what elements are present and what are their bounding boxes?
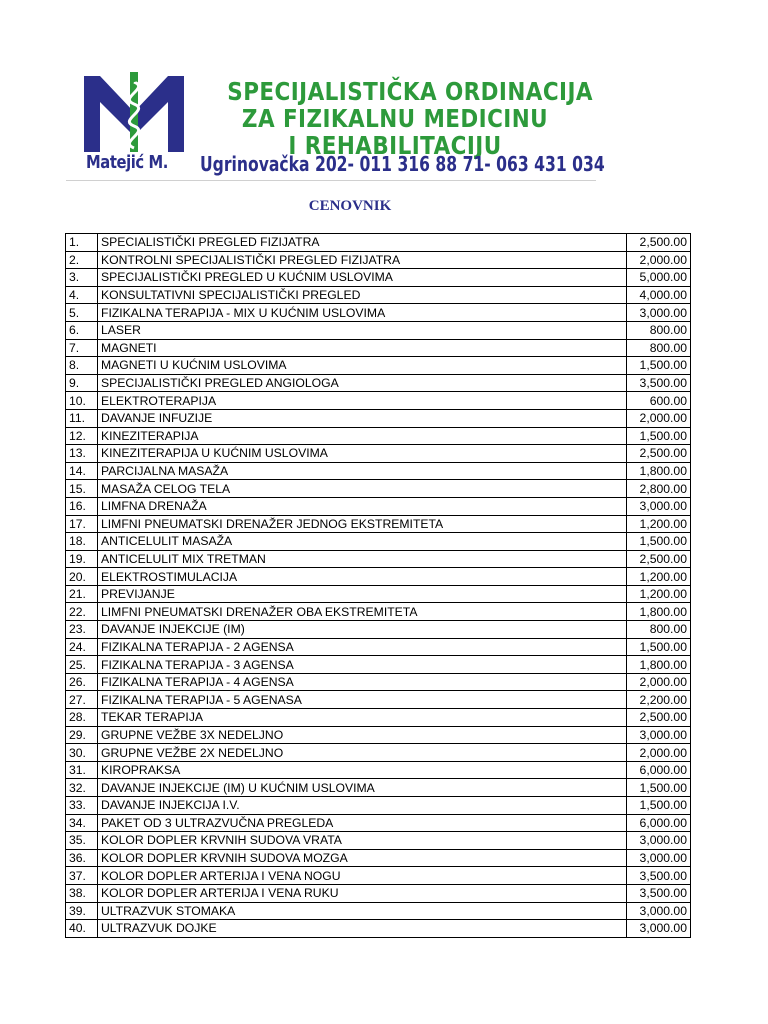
service-price: 2,200.00 — [627, 691, 691, 709]
service-name: PARCIJALNA MASAŽA — [98, 462, 627, 480]
service-name: ELEKTROTERAPIJA — [98, 392, 627, 410]
service-name: DAVANJE INFUZIJE — [98, 409, 627, 427]
table-row — [66, 797, 691, 815]
table-row — [66, 251, 691, 269]
row-number: 19. — [66, 550, 98, 568]
row-number: 31. — [66, 761, 98, 779]
service-price: 800.00 — [627, 321, 691, 339]
service-price: 6,000.00 — [627, 814, 691, 832]
table-row — [66, 709, 691, 727]
service-price: 1,800.00 — [627, 603, 691, 621]
service-name: KONTROLNI SPECIJALISTIČKI PREGLED FIZIJATRA — [98, 251, 627, 269]
row-number: 37. — [66, 867, 98, 885]
service-price: 1,200.00 — [627, 568, 691, 586]
table-row — [66, 550, 691, 568]
service-name: MAGNETI U KUĆNIM USLOVIMA — [98, 357, 627, 375]
service-name: KOLOR DOPLER KRVNIH SUDOVA MOZGA — [98, 849, 627, 867]
row-number: 20. — [66, 568, 98, 586]
service-price: 6,000.00 — [627, 761, 691, 779]
service-name: LASER — [98, 321, 627, 339]
row-number: 13. — [66, 445, 98, 463]
service-name: PAKET OD 3 ULTRAZVUČNA PREGLEDA — [98, 814, 627, 832]
service-price: 1,800.00 — [627, 462, 691, 480]
table-row — [66, 515, 691, 533]
table-row — [66, 902, 691, 920]
doctor-name: Matejić M. — [86, 152, 168, 173]
service-name: KOLOR DOPLER ARTERIJA I VENA RUKU — [98, 884, 627, 902]
clinic-name-line-2: ZA FIZIKALNU MEDICINU — [241, 104, 549, 133]
service-name: FIZIKALNA TERAPIJA - 5 AGENASA — [98, 691, 627, 709]
service-price: 3,000.00 — [627, 497, 691, 515]
row-number: 5. — [66, 304, 98, 322]
clinic-address: Ugrinovačka 202- 011 316 88 71- 063 431 034 — [200, 152, 605, 176]
table-row — [66, 779, 691, 797]
service-name: KIROPRAKSA — [98, 761, 627, 779]
service-price: 1,500.00 — [627, 797, 691, 815]
row-number: 36. — [66, 849, 98, 867]
table-row — [66, 357, 691, 375]
service-price: 3,000.00 — [627, 849, 691, 867]
table-row — [66, 445, 691, 463]
service-name: DAVANJE INJEKCIJA I.V. — [98, 797, 627, 815]
table-row — [66, 533, 691, 551]
price-table — [65, 233, 691, 938]
row-number: 21. — [66, 585, 98, 603]
table-row — [66, 621, 691, 639]
clinic-name-line-1: SPECIJALISTIČKA ORDINACIJA — [227, 77, 593, 106]
service-name: DAVANJE INJEKCIJE (IM) — [98, 621, 627, 639]
row-number: 39. — [66, 902, 98, 920]
row-number: 30. — [66, 744, 98, 762]
row-number: 34. — [66, 814, 98, 832]
row-number: 17. — [66, 515, 98, 533]
table-row — [66, 427, 691, 445]
service-price: 800.00 — [627, 621, 691, 639]
row-number: 1. — [66, 234, 98, 252]
table-row — [66, 462, 691, 480]
row-number: 29. — [66, 726, 98, 744]
row-number: 24. — [66, 638, 98, 656]
table-row — [66, 304, 691, 322]
table-row — [66, 603, 691, 621]
service-name: KINEZITERAPIJA U KUĆNIM USLOVIMA — [98, 445, 627, 463]
table-row — [66, 568, 691, 586]
service-price: 1,500.00 — [627, 638, 691, 656]
table-row — [66, 761, 691, 779]
row-number: 26. — [66, 673, 98, 691]
table-row — [66, 286, 691, 304]
service-price: 3,000.00 — [627, 920, 691, 938]
table-row — [66, 339, 691, 357]
row-number: 27. — [66, 691, 98, 709]
row-number: 11. — [66, 409, 98, 427]
row-number: 15. — [66, 480, 98, 498]
clinic-name-line-3: I REHABILITACIJU — [288, 131, 502, 160]
service-price: 2,500.00 — [627, 445, 691, 463]
service-price: 2,800.00 — [627, 480, 691, 498]
service-price: 2,500.00 — [627, 709, 691, 727]
service-price: 3,000.00 — [627, 304, 691, 322]
service-name: SPECIALISTIČKI PREGLED FIZIJATRA — [98, 234, 627, 252]
row-number: 38. — [66, 884, 98, 902]
service-price: 3,000.00 — [627, 832, 691, 850]
service-price: 3,500.00 — [627, 374, 691, 392]
service-price: 2,000.00 — [627, 673, 691, 691]
service-name: KOLOR DOPLER KRVNIH SUDOVA VRATA — [98, 832, 627, 850]
row-number: 32. — [66, 779, 98, 797]
service-price: 2,500.00 — [627, 234, 691, 252]
row-number: 40. — [66, 920, 98, 938]
service-name: FIZIKALNA TERAPIJA - 4 AGENSA — [98, 673, 627, 691]
service-name: FIZIKALNA TERAPIJA - MIX U KUĆNIM USLOVIMA — [98, 304, 627, 322]
table-row — [66, 234, 691, 252]
table-row — [66, 409, 691, 427]
table-row — [66, 920, 691, 938]
service-name: SPECIJALISTIČKI PREGLED U KUĆNIM USLOVIMA — [98, 269, 627, 287]
service-price: 1,500.00 — [627, 357, 691, 375]
row-number: 7. — [66, 339, 98, 357]
service-name: SPECIJALISTIČKI PREGLED ANGIOLOGA — [98, 374, 627, 392]
row-number: 23. — [66, 621, 98, 639]
row-number: 12. — [66, 427, 98, 445]
service-price: 800.00 — [627, 339, 691, 357]
service-name: ULTRAZVUK STOMAKA — [98, 902, 627, 920]
service-name: FIZIKALNA TERAPIJA - 2 AGENSA — [98, 638, 627, 656]
clinic-logo — [84, 72, 184, 152]
service-name: DAVANJE INJEKCIJE (IM) U KUĆNIM USLOVIMA — [98, 779, 627, 797]
service-name: TEKAR TERAPIJA — [98, 709, 627, 727]
service-name: GRUPNE VEŽBE 3X NEDELJNO — [98, 726, 627, 744]
service-name: ANTICELULIT MASAŽA — [98, 533, 627, 551]
table-row — [66, 691, 691, 709]
service-price: 2,000.00 — [627, 409, 691, 427]
service-price: 1,200.00 — [627, 585, 691, 603]
table-row — [66, 497, 691, 515]
service-name: PREVIJANJE — [98, 585, 627, 603]
row-number: 22. — [66, 603, 98, 621]
clinic-name — [200, 77, 593, 160]
document-title: CENOVNIK — [308, 198, 392, 214]
row-number: 16. — [66, 497, 98, 515]
table-row — [66, 374, 691, 392]
service-price: 600.00 — [627, 392, 691, 410]
table-row — [66, 849, 691, 867]
table-row — [66, 638, 691, 656]
row-number: 35. — [66, 832, 98, 850]
caduceus-logo-icon — [84, 72, 184, 152]
service-name: ULTRAZVUK DOJKE — [98, 920, 627, 938]
service-price: 4,000.00 — [627, 286, 691, 304]
row-number: 4. — [66, 286, 98, 304]
service-name: KONSULTATIVNI SPECIJALISTIČKI PREGLED — [98, 286, 627, 304]
table-row — [66, 867, 691, 885]
table-row — [66, 656, 691, 674]
service-price: 2,000.00 — [627, 744, 691, 762]
table-row — [66, 884, 691, 902]
table-row — [66, 673, 691, 691]
row-number: 2. — [66, 251, 98, 269]
row-number: 8. — [66, 357, 98, 375]
service-price: 5,000.00 — [627, 269, 691, 287]
row-number: 3. — [66, 269, 98, 287]
row-number: 6. — [66, 321, 98, 339]
row-number: 25. — [66, 656, 98, 674]
service-price: 1,800.00 — [627, 656, 691, 674]
table-row — [66, 392, 691, 410]
price-table-body — [66, 234, 691, 938]
service-name: LIMFNI PNEUMATSKI DRENAŽER OBA EKSTREMITETA — [98, 603, 627, 621]
row-number: 33. — [66, 797, 98, 815]
row-number: 28. — [66, 709, 98, 727]
table-row — [66, 726, 691, 744]
service-price: 3,500.00 — [627, 867, 691, 885]
service-name: KINEZITERAPIJA — [98, 427, 627, 445]
service-price: 1,500.00 — [627, 533, 691, 551]
table-row — [66, 744, 691, 762]
row-number: 10. — [66, 392, 98, 410]
service-name: FIZIKALNA TERAPIJA - 3 AGENSA — [98, 656, 627, 674]
service-price: 1,200.00 — [627, 515, 691, 533]
service-name: LIMFNA DRENAŽA — [98, 497, 627, 515]
service-price: 1,500.00 — [627, 427, 691, 445]
table-row — [66, 269, 691, 287]
service-name: KOLOR DOPLER ARTERIJA I VENA NOGU — [98, 867, 627, 885]
table-row — [66, 585, 691, 603]
table-row — [66, 321, 691, 339]
service-name: GRUPNE VEŽBE 2X NEDELJNO — [98, 744, 627, 762]
clinic-header — [66, 66, 605, 181]
service-name: LIMFNI PNEUMATSKI DRENAŽER JEDNOG EKSTREMITETA — [98, 515, 627, 533]
service-price: 2,000.00 — [627, 251, 691, 269]
row-number: 9. — [66, 374, 98, 392]
service-price: 3,500.00 — [627, 884, 691, 902]
service-price: 1,500.00 — [627, 779, 691, 797]
table-row — [66, 480, 691, 498]
service-price: 3,000.00 — [627, 902, 691, 920]
service-name: ANTICELULIT MIX TRETMAN — [98, 550, 627, 568]
service-price: 2,500.00 — [627, 550, 691, 568]
table-row — [66, 832, 691, 850]
service-price: 3,000.00 — [627, 726, 691, 744]
service-name: MAGNETI — [98, 339, 627, 357]
row-number: 18. — [66, 533, 98, 551]
row-number: 14. — [66, 462, 98, 480]
table-row — [66, 814, 691, 832]
service-name: MASAŽA CELOG TELA — [98, 480, 627, 498]
service-name: ELEKTROSTIMULACIJA — [98, 568, 627, 586]
